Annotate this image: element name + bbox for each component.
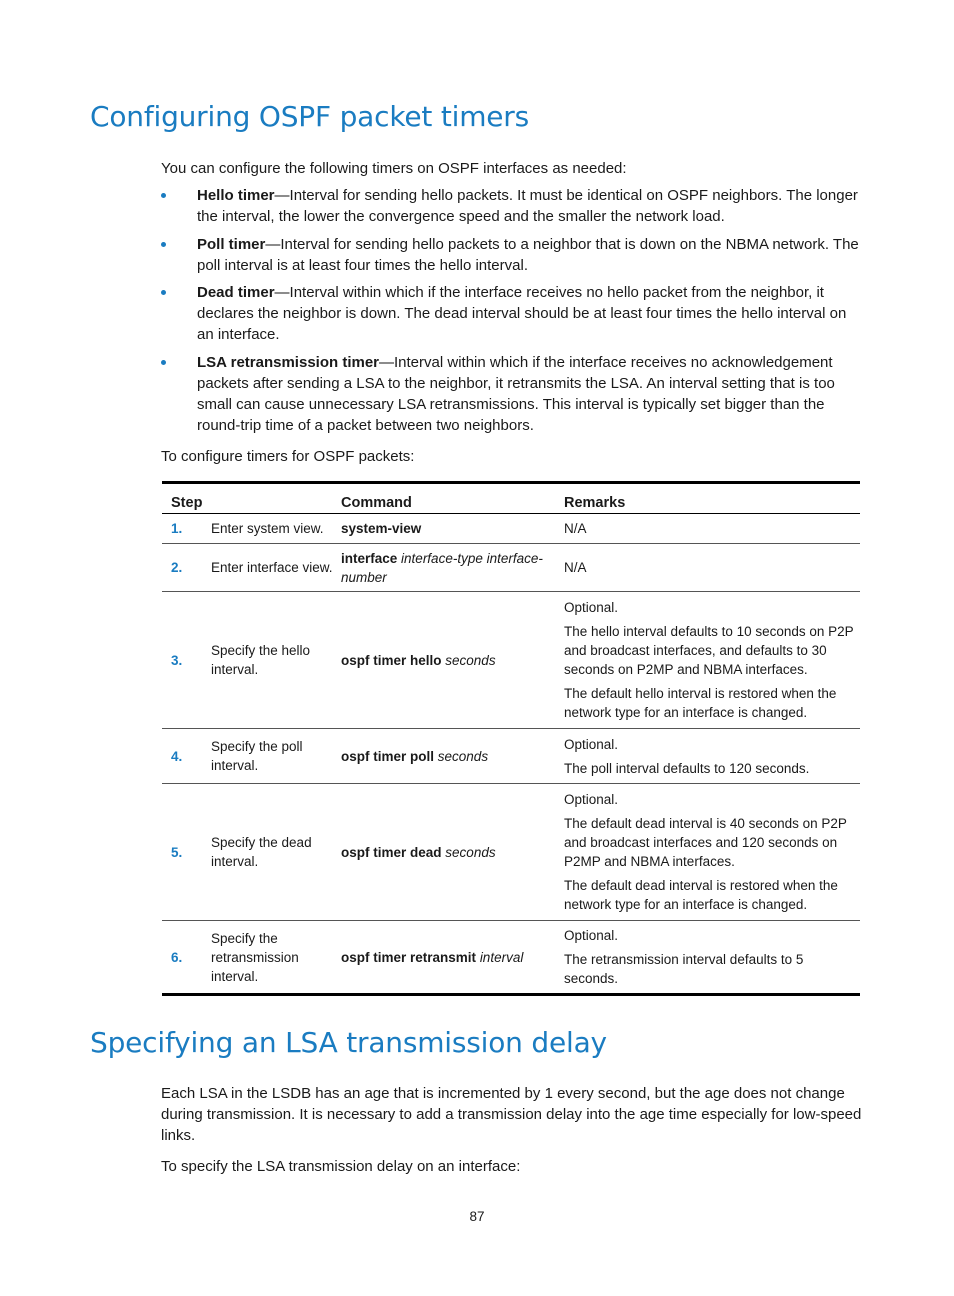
remark-line: The default dead interval is 40 seconds on P2P and broadcast interfaces and 120 seconds on P2MP and NBMA interfaces. — [564, 816, 847, 869]
lsa-delay-intro: To specify the LSA transmission delay on an interface: — [161, 1158, 521, 1175]
step-description: Enter interface view. — [211, 544, 341, 592]
table-row — [162, 592, 860, 729]
bullet-text: —Interval for sending hello packets to a neighbor that is down on the NBMA network. The poll interval is at least four times the hello interval. — [197, 236, 859, 274]
step-number: 2. — [162, 544, 211, 592]
header-step: Step — [162, 483, 341, 514]
command-argument: seconds — [445, 844, 496, 860]
step-description: Specify the retransmission interval. — [211, 921, 341, 995]
table-row — [162, 729, 860, 784]
command-keyword: interface — [341, 550, 398, 566]
step-command — [341, 784, 564, 921]
table-header-row — [162, 483, 860, 514]
bullet-text: —Interval within which if the interface receives no hello packet from the neighbor, it declares the neighbor is down. The dead interval should be at least four times the hello interval on an interface. — [197, 284, 847, 343]
step-description: Enter system view. — [211, 521, 324, 536]
remark-line: Optional. — [564, 928, 619, 943]
step-number: 1. — [171, 521, 183, 536]
remark-line: N/A — [564, 560, 587, 575]
command-argument: seconds — [445, 652, 496, 668]
remark-line: The hello interval defaults to 10 seconds on P2P and broadcast interfaces, and defaults to 30 seconds on P2MP and NBMA interfaces. — [564, 624, 854, 677]
remark-line: Optional. — [564, 600, 619, 615]
step-command — [341, 544, 564, 592]
table-intro: To configure timers for OSPF packets: — [161, 448, 415, 465]
step-number: 6. — [162, 921, 211, 995]
bullet-dot-icon — [161, 193, 166, 198]
command-keyword: system-view — [341, 521, 422, 536]
remark-line: The default dead interval is restored when the network type for an interface is changed. — [564, 878, 838, 912]
step-command — [341, 592, 564, 729]
remark-line: Optional. — [564, 792, 619, 807]
step-number: 5. — [162, 784, 211, 921]
table-row — [162, 514, 860, 544]
step-description: Specify the dead interval. — [211, 784, 341, 921]
bullet-dot-icon — [161, 242, 166, 247]
step-remarks — [564, 921, 860, 995]
command-argument: interval — [479, 949, 524, 965]
remark-line: The default hello interval is restored when the network type for an interface is changed. — [564, 686, 837, 720]
command-keyword: ospf timer dead — [341, 844, 442, 860]
intro-paragraph: You can configure the following timers on OSPF interfaces as needed: — [161, 160, 627, 177]
timers-config-table — [162, 481, 860, 996]
bullet-poll-timer — [161, 234, 866, 276]
section-title-lsa-delay: Specifying an LSA transmission delay — [90, 1026, 607, 1059]
remark-line: Optional. — [564, 736, 619, 752]
step-remarks — [564, 544, 860, 592]
bullet-term: LSA retransmission timer — [197, 354, 379, 371]
bullet-dot-icon — [161, 360, 166, 365]
table-row — [162, 921, 860, 995]
step-remarks — [564, 592, 860, 729]
bullet-term: Dead timer — [197, 284, 275, 301]
header-remarks: Remarks — [564, 483, 860, 514]
step-remarks — [564, 729, 860, 784]
remark-line: The poll interval defaults to 120 seconds. — [564, 760, 810, 776]
bullet-lsa-retransmission-timer — [161, 352, 866, 436]
lsa-delay-paragraph: Each LSA in the LSDB has an age that is incremented by 1 every second, but the age does not change during transmission. It is necessary to add a transmission delay into the age time especially for low-speed links. — [161, 1085, 862, 1144]
bullet-text: —Interval for sending hello packets. It must be identical on OSPF neighbors. The longer the interval, the lower the convergence speed and the smaller the network load. — [197, 187, 858, 225]
step-command — [341, 514, 564, 544]
table-row — [162, 784, 860, 921]
command-keyword: ospf timer retransmit — [341, 949, 477, 965]
bullet-dead-timer — [161, 282, 866, 345]
command-argument: seconds — [437, 748, 489, 764]
step-remarks — [564, 514, 860, 544]
section-title-packet-timers: Configuring OSPF packet timers — [90, 100, 530, 133]
step-description: Specify the hello interval. — [211, 592, 341, 729]
command-argument: interface-type interface-number — [341, 550, 543, 585]
step-number: 4. — [162, 729, 211, 784]
page-number: 87 — [469, 1209, 485, 1224]
step-remarks — [564, 784, 860, 921]
header-command: Command — [341, 483, 564, 514]
remark-line: N/A — [564, 521, 587, 536]
command-keyword: ospf timer poll — [341, 748, 435, 764]
step-command — [341, 921, 564, 995]
bullet-dot-icon — [161, 290, 166, 295]
bullet-hello-timer — [161, 185, 866, 227]
bullet-term: Hello timer — [197, 187, 275, 204]
bullet-term: Poll timer — [197, 236, 266, 253]
step-command — [341, 729, 564, 784]
bullet-text: —Interval within which if the interface receives no acknowledgement packets after sending a LSA to the neighbor, it retransmits the LSA. An interval setting that is too small can cause unnecessary LSA retransmissions. This interval is typically set bigger than the round-trip time of a packet between two neighbors. — [197, 354, 835, 434]
step-number: 3. — [162, 592, 211, 729]
table-row — [162, 544, 860, 592]
command-keyword: ospf timer hello — [341, 652, 442, 668]
remark-line: The retransmission interval defaults to 5 seconds. — [564, 952, 804, 986]
step-description: Specify the poll interval. — [211, 729, 341, 784]
